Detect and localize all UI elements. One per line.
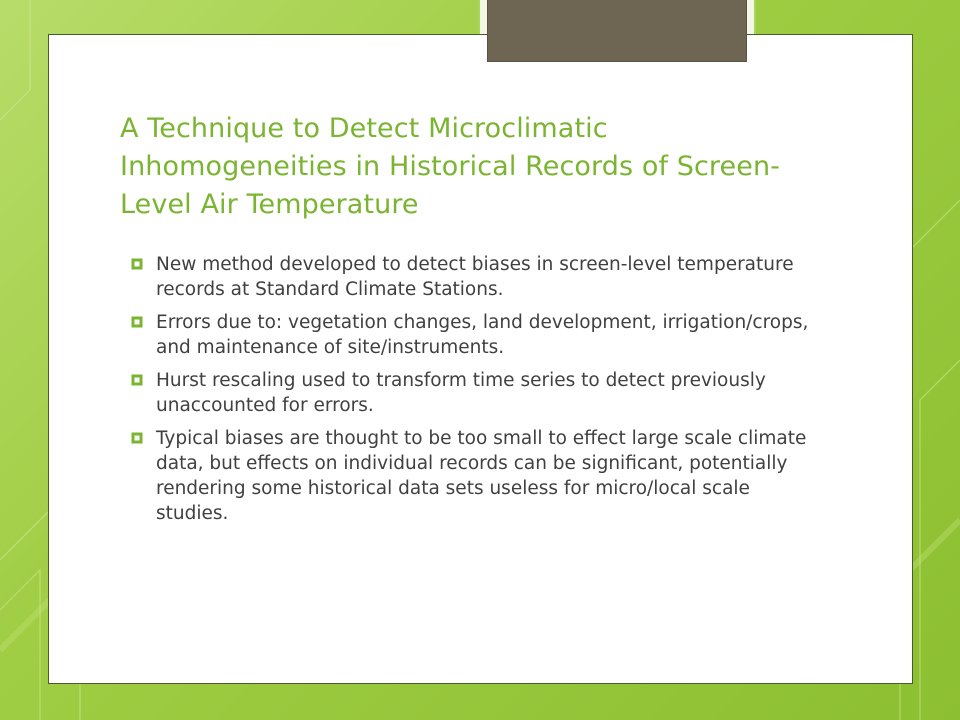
bullet-item [130,368,810,418]
header-tab-block [487,0,747,62]
bullet-text: Hurst rescaling used to transform time series to detect previously unaccounted for errors. [156,370,766,416]
bullet-list [130,252,810,534]
hollow-square-bullet-icon [130,373,144,387]
bullet-item [130,426,810,526]
bullet-text: New method developed to detect biases in screen-level temperature records at Standard Climate Stations. [156,254,794,300]
bullet-item [130,252,810,302]
bullet-text: Errors due to: vegetation changes, land development, irrigation/crops, and maintenance of site/instruments. [156,312,809,358]
slide-title: A Technique to Detect Microclimatic Inhomogeneities in Historical Records of Screen-Level Air Temperature [120,113,781,220]
hollow-square-bullet-icon [130,315,144,329]
hollow-square-bullet-icon [130,431,144,445]
hollow-square-bullet-icon [130,257,144,271]
bullet-item [130,310,810,360]
bullet-text: Typical biases are thought to be too small to effect large scale climate data, but effects on individual records can be significant, potentially rendering some historical data sets useless for micro/local scale studies. [156,428,807,524]
